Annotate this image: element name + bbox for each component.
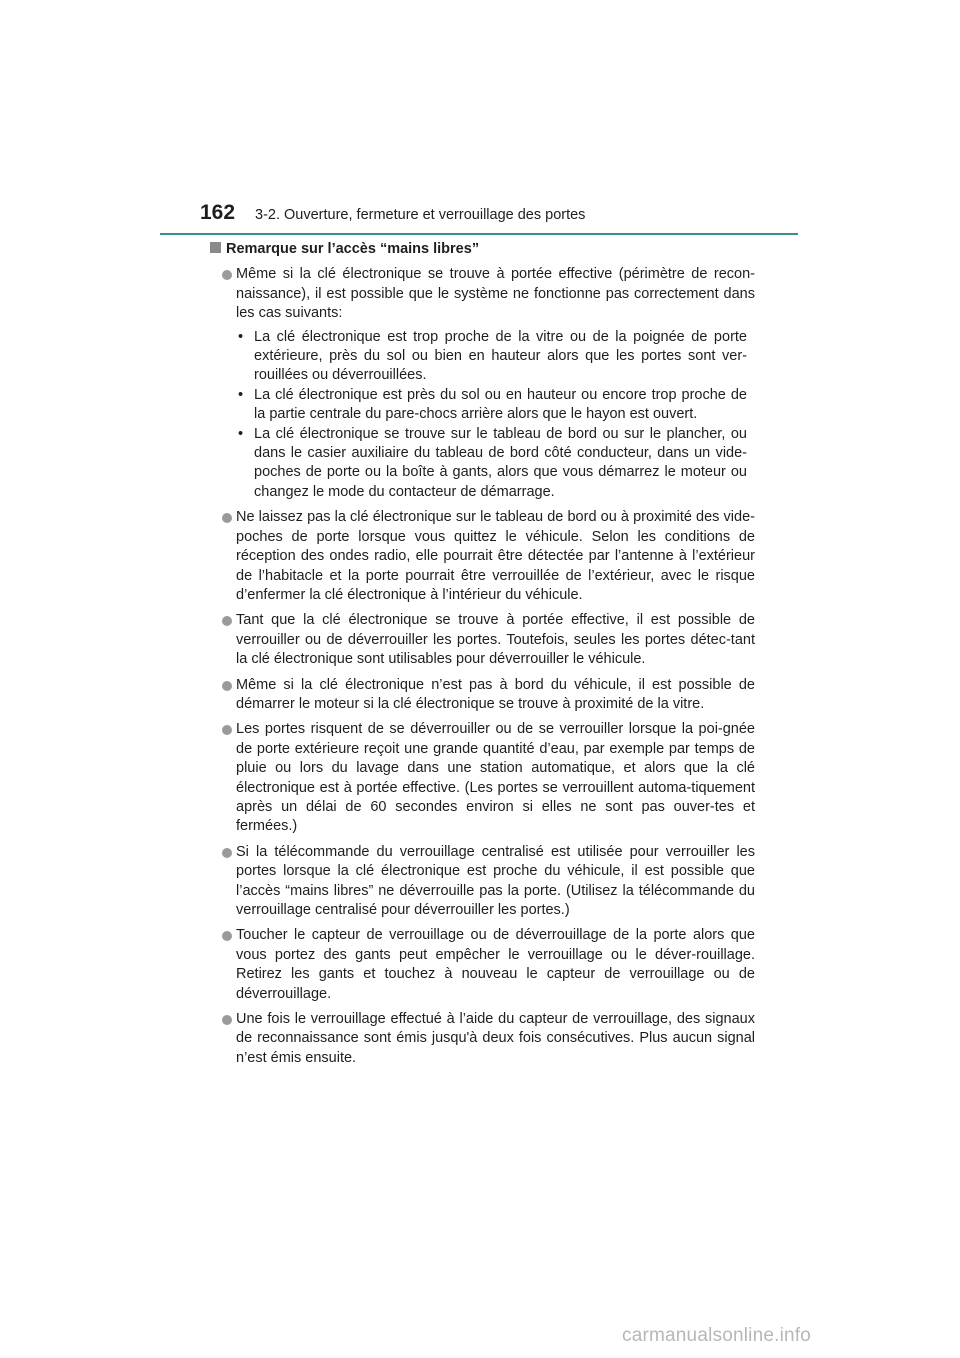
bullet-dot-icon xyxy=(222,848,232,858)
bullet-dot-icon xyxy=(222,1015,232,1025)
bullet-text: Tant que la clé électronique se trouve à portée effective, il est possible de verrouiller ou de déverrouiller les portes. Toutefois, seules les portes détec-tant la clé électronique sont utilisables pour déverrouiller le véhicule. xyxy=(236,612,755,668)
bullet-dot-icon xyxy=(222,681,232,691)
page-number: 162 xyxy=(200,201,236,224)
sub-item-text: La clé électronique est trop proche de la vitre ou de la poignée de porte extérieure, près du sol ou bien en hauteur alors que les portes sont ver-rouillées ou déverrouillées. xyxy=(254,328,747,384)
bullet-text: Toucher le capteur de verrouillage ou de déverrouillage de la porte alors que vous portez des gants peut empêcher le verrouillage ou le déver-rouillage. Retirez les gants et touchez à nouveau le capteur de verrouillage ou de déverrouillage. xyxy=(236,927,755,1002)
sub-item-text: La clé électronique se trouve sur le tableau de bord ou sur le plancher, ou dans le casier auxiliaire du tableau de bord côté conducteur, dans un vide-poches de porte ou la boîte à gants, alors que vous démarrez le moteur ou changez le mode du contacteur de démarrage. xyxy=(254,425,747,500)
sub-list-item xyxy=(236,328,755,386)
bullet-dot-icon xyxy=(222,616,232,626)
sub-bullet-icon: • xyxy=(238,425,244,442)
bullet-item xyxy=(222,676,755,715)
bullet-item xyxy=(222,611,755,669)
bullet-dot-icon xyxy=(222,725,232,735)
sub-list-item xyxy=(236,425,755,503)
bullet-item xyxy=(222,265,755,502)
bullet-dot-icon xyxy=(222,931,232,941)
header-divider xyxy=(160,233,798,235)
bullet-item xyxy=(222,1010,755,1068)
bullet-dot-icon xyxy=(222,513,232,523)
bullet-text: Même si la clé électronique se trouve à portée effective (périmètre de recon-naissance), il est possible que le système ne fonctionne pas correctement dans les cas suivants: xyxy=(236,266,755,322)
sub-bullet-icon: • xyxy=(238,328,244,345)
bullet-item xyxy=(222,843,755,921)
sub-list-item xyxy=(236,386,755,425)
main-content xyxy=(209,240,755,1074)
bullet-dot-icon xyxy=(222,270,232,280)
square-marker-icon xyxy=(210,242,221,253)
bullet-text: Ne laissez pas la clé électronique sur le tableau de bord ou à proximité des vide-poches de porte lorsque vous quittez le véhicule. Selon les conditions de réception des ondes radio, elle pourrait être détectée par l’antenne à l’extérieur de l’habitacle et la porte pourrait être verrouillée de l’extérieur, avec le risque d’enfermer la clé électronique à l’intérieur du véhicule. xyxy=(236,509,755,603)
subheading-text: Remarque sur l’accès “mains libres” xyxy=(226,241,480,257)
bullet-text: Même si la clé électronique n’est pas à bord du véhicule, il est possible de démarrer le moteur si la clé électronique se trouve à proximité de la vitre. xyxy=(236,676,755,712)
sub-bullet-icon: • xyxy=(238,386,244,403)
bullet-text: Si la télécommande du verrouillage centralisé est utilisée pour verrouiller les portes lorsque la clé électronique est proche du véhicule, il est possible que l’accès “mains libres” ne déverrouille pas la porte. (Utilisez la télécommande du verrouillage centralisé pour déverrouiller les portes.) xyxy=(236,843,755,918)
sub-list xyxy=(236,328,755,503)
sub-item-text: La clé électronique est près du sol ou en hauteur ou encore trop proche de la partie centrale du pare-chocs arrière alors que le hayon est ouvert. xyxy=(254,386,747,423)
bullet-text-block xyxy=(236,265,755,502)
bullet-item xyxy=(222,926,755,1004)
bullet-item xyxy=(222,720,755,836)
bullet-text: Une fois le verrouillage effectué à l’aide du capteur de verrouillage, des signaux de reconnaissance sont émis jusqu'à deux fois consécutives. Plus aucun signal n’est émis ensuite. xyxy=(236,1011,755,1066)
subheading xyxy=(209,240,755,259)
bullet-text: Les portes risquent de se déverrouiller ou de se verrouiller lorsque la poi-gnée de porte extérieure reçoit une grande quantité d’eau, par exemple par temps de pluie ou lors du lavage dans une station automatique, et alors que la clé électronique est à portée effective. (Les portes se verrouillent automa-tiquement après un délai de 60 secondes environ si elles ne sont pas ouver-tes et fermées.) xyxy=(236,721,755,835)
section-title: 3-2. Ouverture, fermeture et verrouillage des portes xyxy=(255,207,586,223)
bullet-item xyxy=(222,508,755,605)
watermark: carmanualsonline.info xyxy=(622,1325,812,1346)
